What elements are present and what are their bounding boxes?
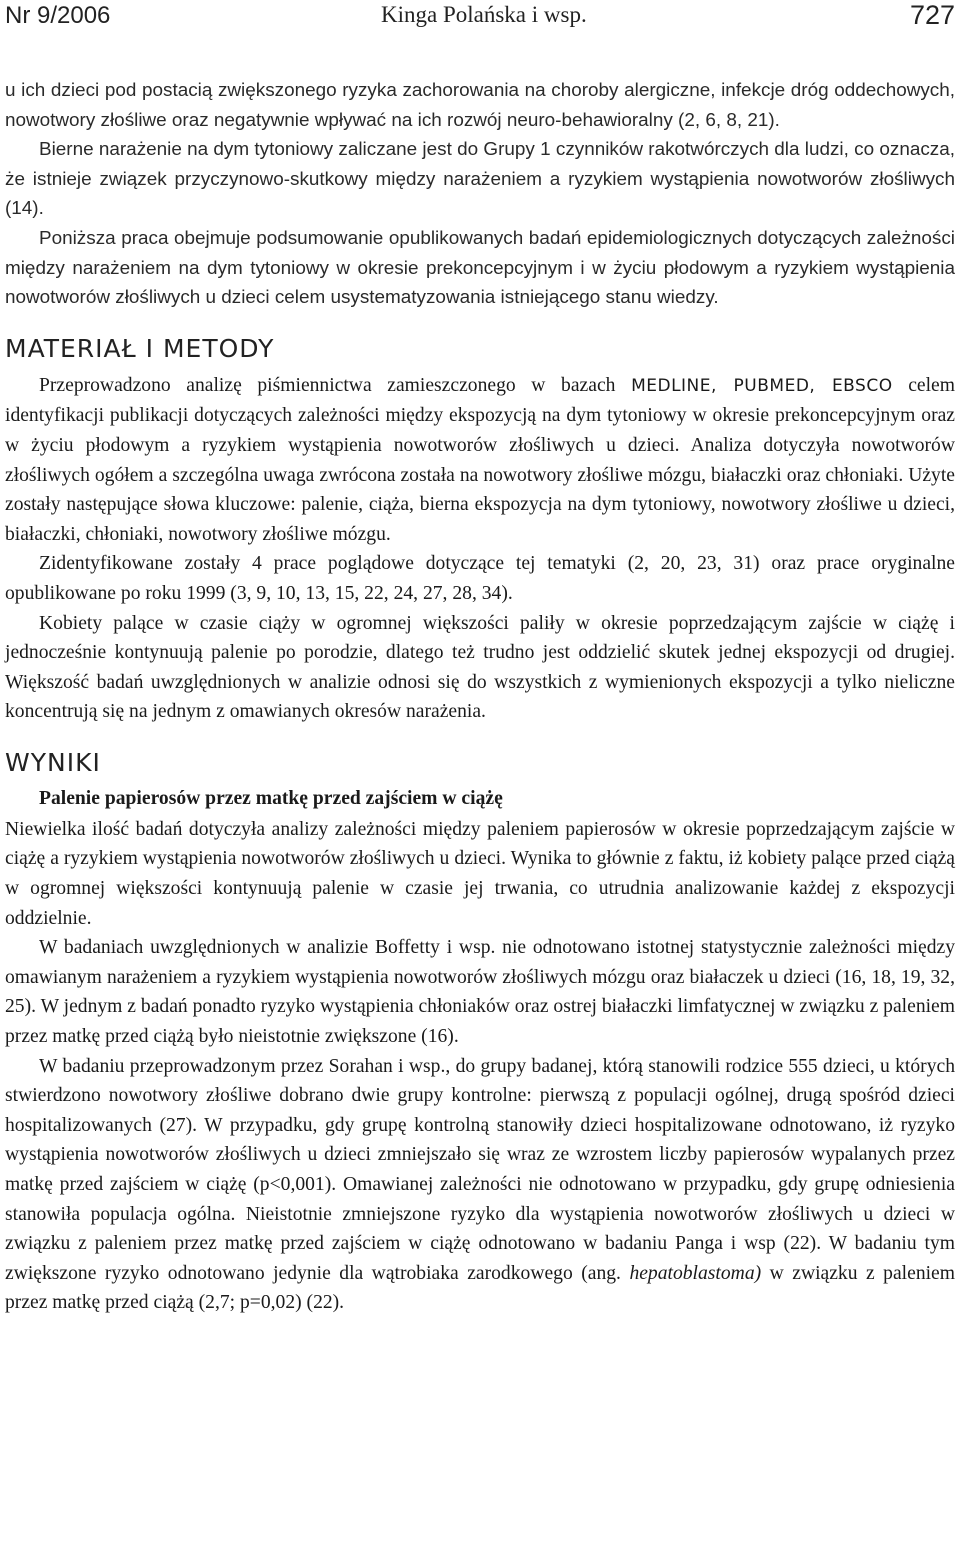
methods-paragraph-3: Kobiety palące w czasie ciąży w ogromnej większości paliły w okresie poprzedzającym zajście w ciążę i jednocześnie kontynuują palenie po porodzie, dlatego też trudno jest oddzielić skutek jednej ekspozycji od drugiej. Większość badań uwzględnionych w analizie odnosi się do wszystkich z wymienionych ekspozycji a tylko nieliczne koncentrują się na jednym z omawianych okresów narażenia.: [5, 612, 955, 723]
methods-p1-text-end: celem identyfikacji publikacji dotyczących zależności między ekspozycją na dym tytoniowy w okresie prekoncepcyjnym oraz w życiu płodowym a ryzykiem wystąpienia nowotworów złośliwych u dzieci. Analiza dotyczyła nowotworów złośliwych ogółem a szczególna uwaga zwrócona została na nowotwory złośliwe mózgu, białaczki oraz chłoniaki. Użyte zostały następujące słowa kluczowe: palenie, ciąża, bierna ekspozycja na dym tytoniowy, nowotwory złośliwe u dzieci, białaczki, chłoniaki, nowotwory złośliwe mózgu.: [5, 374, 955, 545]
methods-paragraph-2: Zidentyfikowane zostały 4 prace poglądowe dotyczące tej tematyki (2, 20, 23, 31) oraz prace oryginalne opublikowane po roku 1999 (3, 9, 10, 13, 15, 22, 24, 27, 28, 34).: [5, 553, 955, 604]
results-paragraph-1: Niewielka ilość badań dotyczyła analizy zależności między paleniem papierosów w okresie poprzedzającym zajście w ciążę a ryzykiem wystąpienia nowotworów złośliwych u dzieci. Wynika to głównie z faktu, iż kobiety palące przed ciążą w ogromnej większości kontynuują palenie w czasie jej trwania, co utrudnia analizowanie każdej z ekspozycji oddzielnie.: [5, 818, 955, 929]
results-p3-text-end: w związku z paleniem przez matkę przed ciążą (2,7; p=0,02) (22).: [5, 1262, 955, 1314]
methods-paragraph-1: [5, 371, 955, 550]
journal-page: [5, 0, 955, 1314]
running-header: [5, 0, 955, 40]
intro-paragraph-3: Poniższa praca obejmuje podsumowanie opublikowanych badań epidemiologicznych dotyczących zależności między narażeniem na dym tytoniowy w okresie prekoncepcyjnym i w życiu płodowym a ryzykiem wystąpienia nowotworów złośliwych u dzieci celem usystematyzowania istniejącego stanu wiedzy.: [5, 227, 955, 309]
results-paragraph-3: [5, 1052, 955, 1318]
methods-p1-text-start: Przeprowadzono analizę piśmiennictwa zamieszczonego w bazach: [39, 374, 632, 396]
latin-term: hepatoblastoma): [629, 1262, 762, 1284]
article-authors: Kinga Polańska i wsp.: [381, 2, 587, 27]
intro-paragraph-1: u ich dzieci pod postacią zwiększonego ryzyka zachorowania na choroby alergiczne, infekcje dróg oddechowych, nowotwory złośliwe oraz negatywnie wpływać na ich rozwój neuro-behawioralny (2, 6, 8, 21).: [5, 80, 955, 131]
results-paragraph-2: W badaniach uwzględnionych w analizie Boffetty i wsp. nie odnotowano istotnej statystycznie zależności między omawianym narażeniem a ryzykiem wystąpienia nowotworów złośliwych mózgu oraz białaczek u dzieci (16, 18, 19, 32, 25). W jednym z badań ponadto ryzyko wystąpienia chłoniaków oraz ostrej białaczki limfatycznej w związku z paleniem przez matkę przed ciążą było nieistotnie zwiększone (16).: [5, 937, 955, 1048]
section-heading-methods: MATERIAŁ I METODY: [5, 333, 275, 363]
database-names: MEDLINE, PUBMED, EBSCO: [631, 375, 893, 396]
section-heading-results: WYNIKI: [5, 747, 101, 777]
results-p3-text-start: W badaniu przeprowadzonym przez Sorahan i wsp., do grupy badanej, którą stanowili rodzice 555 dzieci, u których stwierdzono nowotwory złośliwe dobrano dwie grupy kontrolne: pierwszą z populacji ogólnej, drugą spośród dzieci hospitalizowanych (27). W przypadku, gdy grupę kontrolną stanowiły dzieci hospitalizowane odnotowano, iż ryzyko wystąpienia nowotworów złośliwych u dzieci zmniejszało się wraz ze wzrostem liczby papierosów wypalanych przez matkę przed zajściem w ciążę (p<0,001). Omawianej zależności nie odnotowano w przypadku, gdy grupę odniesienia stanowiła populacja ogólna. Nieistotnie zmniejszone ryzyko dla wystąpienia nowotworów złośliwych u dzieci w związku z paleniem przez matkę przed zajściem w ciążę odnotowano w badaniu Panga i wsp (22). W badaniu tym zwiększone ryzyko odnotowano jedynie dla wątrobiaka zarodkowego (ang.: [5, 1055, 955, 1284]
journal-issue: Nr 9/2006: [5, 2, 111, 29]
article-body: [5, 76, 955, 1318]
intro-paragraph-2: Bierne narażenie na dym tytoniowy zaliczane jest do Grupy 1 czynników rakotwórczych dla ludzi, co oznacza, że istnieje związek przyczynowo-skutkowy między narażeniem a ryzykiem wystąpienia nowotworów złośliwych (14).: [5, 139, 955, 220]
subsection-heading: Palenie papierosów przez matkę przed zajściem w ciążę: [39, 787, 503, 809]
page-number: 727: [909, 0, 955, 30]
